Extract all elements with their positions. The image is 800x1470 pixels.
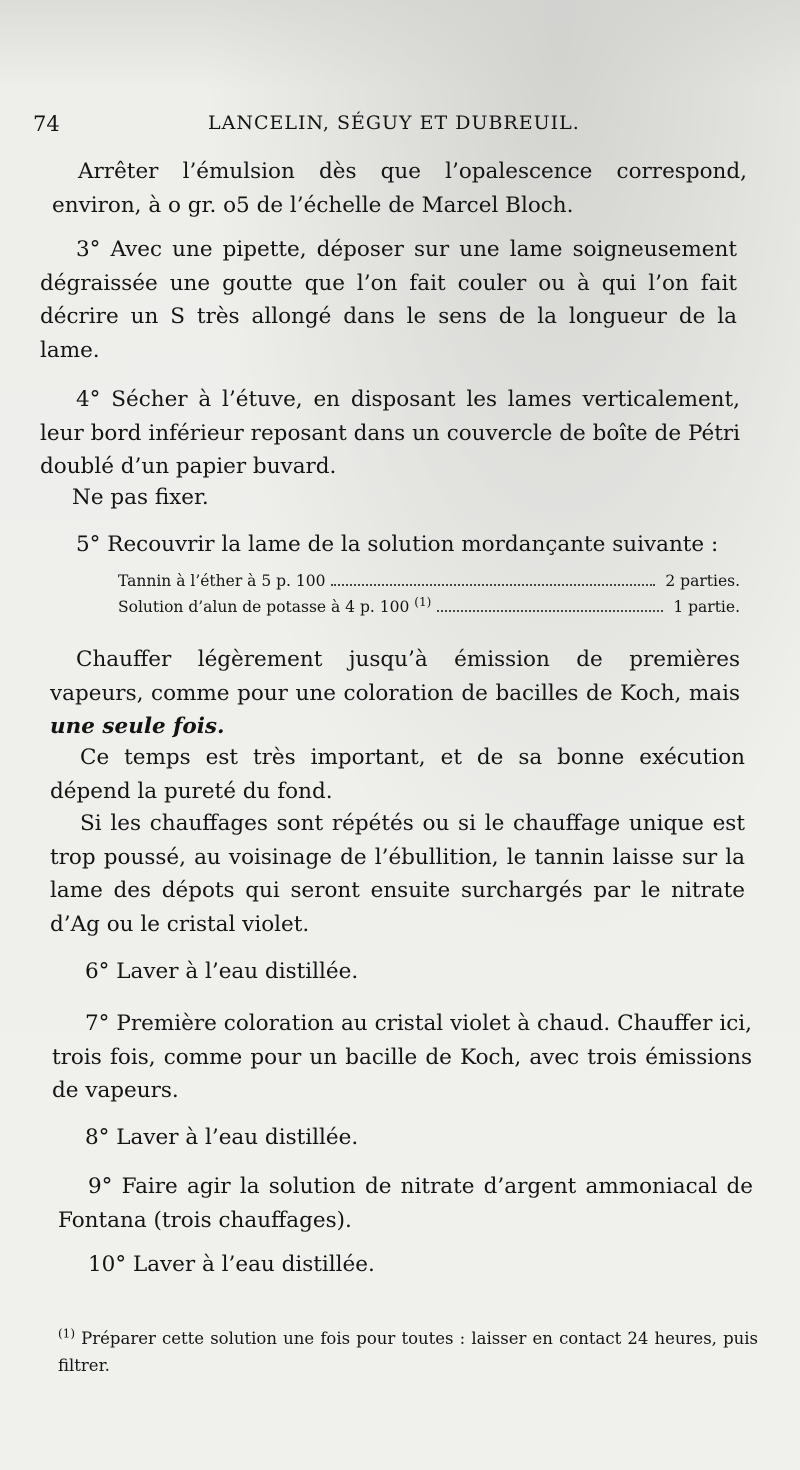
footnote-marker: (1)	[58, 1326, 75, 1341]
page-header	[0, 112, 800, 142]
footnote-text: Préparer cette solution une fois pour toutes : laisser en contact 24 heures, puis filtrer.	[58, 1329, 758, 1375]
paragraph-step-8: 8° Laver à l’eau distillée.	[85, 1125, 359, 1150]
recipe-ingredient: Tannin à l’éther à 5 p. 100	[118, 572, 326, 590]
leader-dots	[331, 584, 655, 586]
recipe-ingredient	[118, 594, 432, 616]
recipe-quantity: 2 parties.	[665, 572, 740, 590]
paragraph-step-3: 3° Avec une pipette, déposer sur une lame soigneusement dégraissée une goutte que l’on fait couler ou à qui l’on fait décrire un S très allongé dans le sens de la longueur de la lame.	[40, 237, 737, 363]
recipe-quantity: 1 partie.	[673, 598, 740, 616]
footnote-reference: (1)	[414, 594, 432, 609]
paragraph-step-5: 5° Recouvrir la lame de la solution mordançante suivante :	[76, 532, 719, 557]
recipe-table	[118, 572, 740, 624]
running-head: LANCELIN, SÉGUY ET DUBREUIL.	[208, 112, 580, 134]
paragraph-timing: Ce temps est très important, et de sa bonne exécution dépend la pureté du fond.	[50, 745, 745, 804]
paragraph-heating-text: Chauffer légèrement jusqu’à émission de premières vapeurs, comme pour une coloration de bacilles de Koch, mais	[50, 647, 740, 706]
paragraph-heating	[50, 643, 740, 744]
recipe-ingredient-text: Solution d’alun de potasse à 4 p. 100	[118, 598, 410, 616]
paragraph-step-9: 9° Faire agir la solution de nitrate d’argent ammoniacal de Fontana (trois chauffages).	[58, 1174, 753, 1233]
paragraph-step-4: 4° Sécher à l’étuve, en disposant les lames verticalement, leur bord inférieur reposant dans un couvercle de boîte de Pétri doublé d’un papier buvard.	[40, 387, 740, 479]
paragraph-step-6: 6° Laver à l’eau distillée.	[85, 959, 359, 984]
paragraph-no-fix: Ne pas fixer.	[72, 485, 209, 510]
paragraph-overheating: Si les chauffages sont répétés ou si le chauffage unique est trop poussé, au voisinage de l’ébullition, le tannin laisse sur la lame des dépots qui seront ensuite surchargés par le nitrate d’Ag ou le cristal violet.	[50, 811, 745, 937]
paragraph-step-7: 7° Première coloration au cristal violet à chaud. Chauffer ici, trois fois, comme pour un bacille de Koch, avec trois émissions de vapeurs.	[52, 1011, 752, 1103]
page-number: 74	[33, 112, 60, 136]
emphasis-once: une seule fois.	[50, 714, 225, 739]
recipe-row	[118, 594, 740, 624]
paragraph-step-10: 10° Laver à l’eau distillée.	[88, 1252, 375, 1277]
paragraph-emulsion: Arrêter l’émulsion dès que l’opalescence correspond, environ, à o gr. o5 de l’échelle de Marcel Bloch.	[52, 159, 747, 218]
leader-dots	[437, 610, 663, 612]
footnote	[58, 1325, 758, 1379]
